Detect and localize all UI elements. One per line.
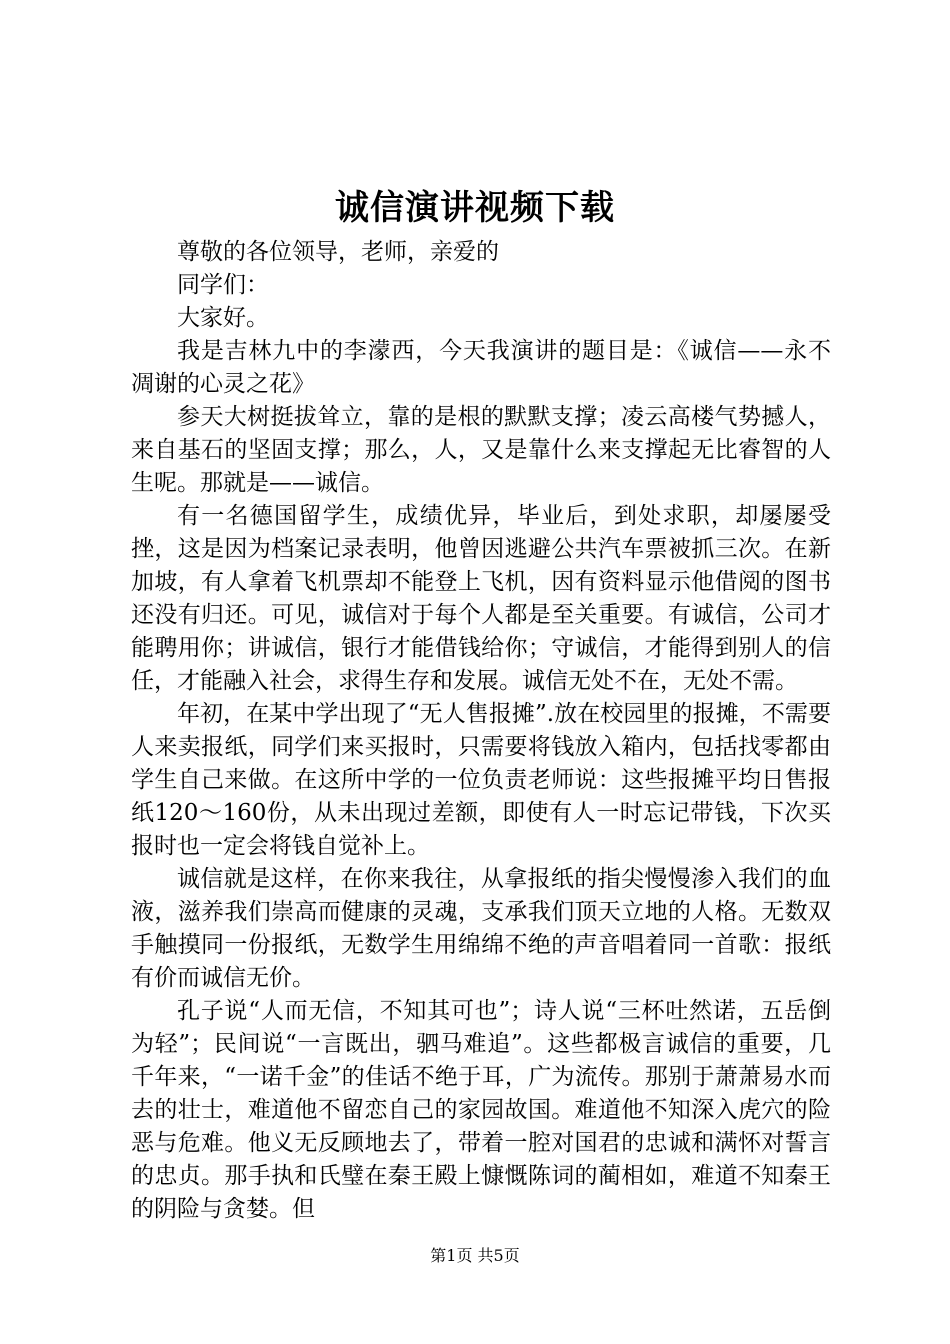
paragraph: 我是吉林九中的李濛西，今天我演讲的题目是：《诚信——永不凋谢的心灵之花》: [131, 338, 831, 397]
paragraph: 年初，在某中学出现了“无人售报摊”.放在校园里的报摊，不需要人来卖报纸，同学们来买报时，只需要将钱放入箱内，包括找零都由学生自己来做。在这所中学的一位负责老师说：这些报摊平均日售报纸120～160份，从未出现过差额，即使有人一时忘记带钱，下次买报时也一定会将钱自觉补上。: [131, 701, 831, 859]
paragraph: 有一名德国留学生，成绩优异，毕业后，到处求职，却屡屡受挫，这是因为档案记录表明，他曾因逃避公共汽车票被抓三次。在新加坡，有人拿着飞机票却不能登上飞机，因有资料显示他借阅的图书还没有归还。可见，诚信对于每个人都是至关重要。有诚信，公司才能聘用你；讲诚信，银行才能借钱给你；守诚信，才能得到别人的信任，才能融入社会，求得生存和发展。诚信无处不在，无处不需。: [131, 503, 831, 694]
paragraph: 诚信就是这样，在你来我往，从拿报纸的指尖慢慢渗入我们的血液，滋养我们崇高而健康的灵魂，支承我们顶天立地的人格。无数双手触摸同一份报纸，无数学生用绵绵不绝的声音唱着同一首歌：报纸有价而诚信无价。: [131, 866, 831, 991]
document-title: 诚信演讲视频下载: [335, 188, 615, 228]
paragraph: 参天大树挺拔耸立，靠的是根的默默支撑；凌云高楼气势撼人，来自基石的坚固支撑；那么，人，又是靠什么来支撑起无比睿智的人生呢。那就是——诚信。: [131, 404, 831, 496]
paragraph: 大家好。: [177, 305, 269, 331]
page-number-footer: 第1页 共5页: [430, 1246, 520, 1265]
paragraph: 同学们：: [177, 272, 269, 298]
paragraph: 尊敬的各位领导，老师，亲爱的: [177, 239, 499, 265]
paragraph: 孔子说“人而无信，不知其可也”；诗人说“三杯吐然诺，五岳倒为轻”；民间说“一言既出，驷马难追”。这些都极言诚信的重要，几千年来，“一诺千金”的佳话不绝于耳，广为流传。那别于萧萧易水而去的壮士，难道他不留恋自己的家园故国。难道他不知深入虎穴的险恶与危难。他义无反顾地去了，带着一腔对国君的忠诚和满怀对誓言的忠贞。那手执和氏璧在秦王殿上慷慨陈词的蔺相如，难道不知秦王的阴险与贪婪。但: [131, 998, 831, 1222]
document-body: [131, 236, 831, 1226]
